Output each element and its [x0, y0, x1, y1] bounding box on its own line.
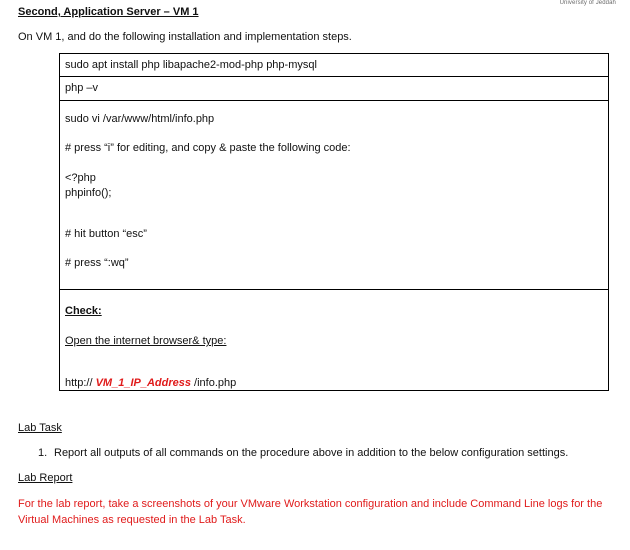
command-vi: sudo vi /var/www/html/info.php [65, 113, 215, 125]
check-row [60, 290, 608, 390]
instruction-press-i: # press “i” for editing, and copy & paste the following code: [65, 142, 351, 154]
lab-task-item-text: Report all outputs of all commands on the procedure above in addition to the below configuration settings. [54, 447, 569, 459]
url-ip-variable: VM_1_IP_Address [95, 377, 191, 389]
url-suffix: /info.php [194, 377, 237, 389]
open-browser-instruction: Open the internet browser& type: [65, 335, 227, 347]
code-phpinfo: phpinfo(); [65, 187, 112, 199]
section-heading: Second, Application Server – VM 1 [18, 6, 199, 18]
command-row-edit-info [60, 101, 608, 290]
command-row-install [60, 54, 608, 77]
command-version: php –v [65, 82, 99, 94]
lab-task-item-number: 1. [38, 447, 48, 459]
lab-report-text: For the lab report, take a screenshots of your VMware Workstation configuration and include Command Line logs for the Virtual Machines as requested in the Lab Task. [18, 498, 603, 526]
instruction-esc: # hit button “esc” [65, 228, 147, 240]
lab-task-item [38, 447, 568, 459]
university-watermark: University of Jeddah [559, 0, 616, 6]
lab-report-title: Lab Report [18, 472, 73, 484]
url-prefix: http:// [65, 377, 93, 389]
check-label: Check: [65, 305, 102, 317]
command-install: sudo apt install php libapache2-mod-php php-mysql [65, 59, 317, 71]
code-php-open: <?php [65, 172, 96, 184]
procedure-box [59, 53, 609, 391]
instruction-save: # press “:wq” [65, 257, 129, 269]
intro-text: On VM 1, and do the following installation and implementation steps. [18, 31, 352, 43]
info-url [65, 377, 236, 389]
lab-task-title: Lab Task [18, 422, 62, 434]
command-row-version [60, 77, 608, 101]
